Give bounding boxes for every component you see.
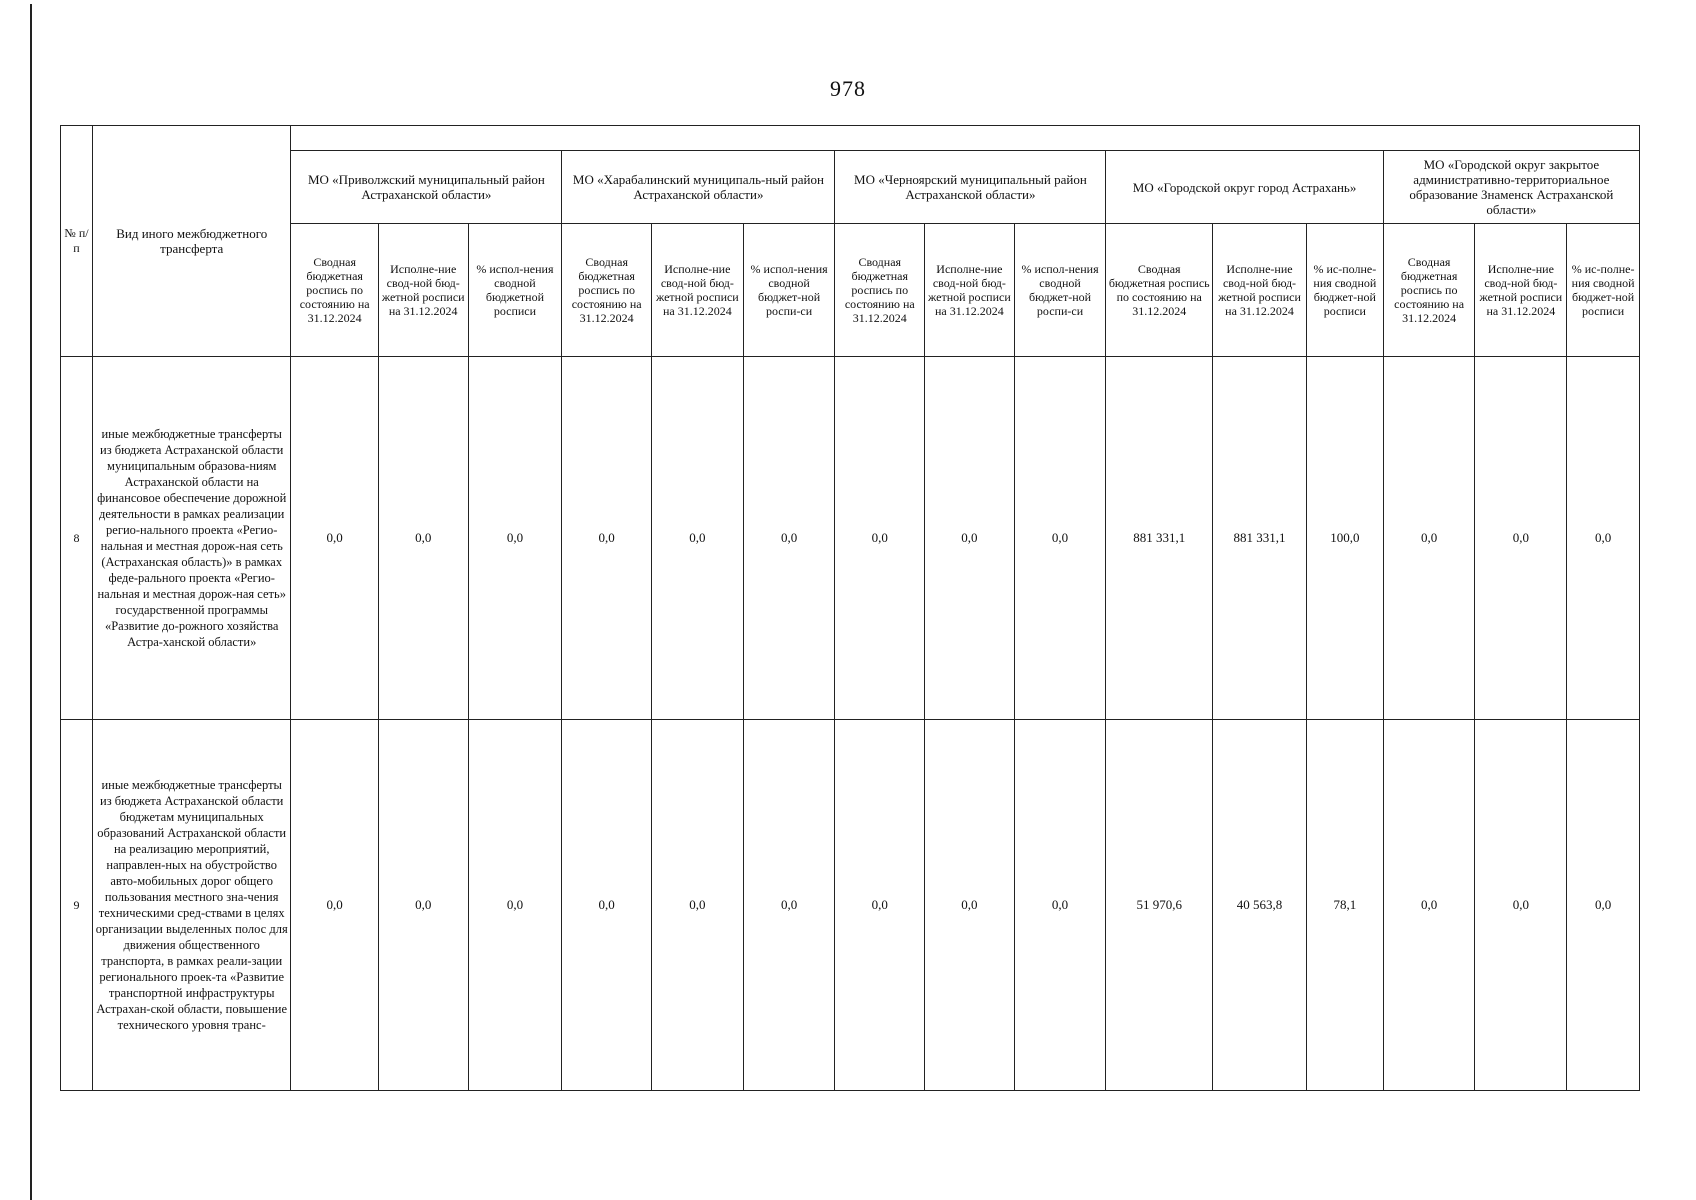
value-cell: 0,0 bbox=[1567, 357, 1640, 720]
subheader-budget-plan: Сводная бюджетная роспись по состоянию на 31.12.2024 bbox=[835, 224, 925, 357]
value-cell: 0,0 bbox=[1014, 357, 1106, 720]
value-cell: 0,0 bbox=[925, 720, 1015, 1091]
value-cell: 0,0 bbox=[743, 720, 835, 1091]
subheader-execution: Исполне-ние свод-ной бюд-жетной росписи на 31.12.2024 bbox=[925, 224, 1015, 357]
value-cell: 0,0 bbox=[1567, 720, 1640, 1091]
value-cell: 78,1 bbox=[1306, 720, 1383, 1091]
subheader-execution: Исполне-ние свод-ной бюд-жетной росписи на 31.12.2024 bbox=[1475, 224, 1567, 357]
page-number: 978 bbox=[830, 76, 866, 101]
value-cell: 0,0 bbox=[651, 720, 743, 1091]
budget-execution-table bbox=[60, 125, 1640, 1091]
value-cell: 881 331,1 bbox=[1106, 357, 1213, 720]
value-cell: 0,0 bbox=[468, 720, 562, 1091]
value-cell: 0,0 bbox=[468, 357, 562, 720]
subheader-budget-plan: Сводная бюджетная роспись по состоянию на 31.12.2024 bbox=[1106, 224, 1213, 357]
budget-table-sheet bbox=[60, 125, 1640, 1091]
value-cell: 0,0 bbox=[378, 720, 468, 1091]
table-row bbox=[61, 720, 1640, 1091]
row-number: 8 bbox=[61, 357, 93, 720]
subheader-percent: % ис-полне-ния сводной бюджет-ной росписи bbox=[1567, 224, 1640, 357]
municipality-header: МО «Городской округ закрытое административно-территориальное образование Знаменск Астраханской области» bbox=[1383, 151, 1639, 224]
municipality-header: МО «Черноярский муниципальный район Астраханской области» bbox=[835, 151, 1106, 224]
value-cell: 0,0 bbox=[1383, 357, 1475, 720]
value-cell: 0,0 bbox=[925, 357, 1015, 720]
header-top-spacer bbox=[291, 126, 1640, 151]
left-margin-line bbox=[30, 4, 32, 1200]
subheader-budget-plan: Сводная бюджетная роспись по состоянию на 31.12.2024 bbox=[291, 224, 378, 357]
header-transfer-type: Вид иного межбюджетного трансферта bbox=[93, 126, 291, 357]
subheader-budget-plan: Сводная бюджетная роспись по состоянию на 31.12.2024 bbox=[562, 224, 652, 357]
value-cell: 0,0 bbox=[378, 357, 468, 720]
value-cell: 0,0 bbox=[291, 357, 378, 720]
value-cell: 0,0 bbox=[743, 357, 835, 720]
value-cell: 0,0 bbox=[562, 720, 652, 1091]
header-row-number: № п/п bbox=[61, 126, 93, 357]
subheader-budget-plan: Сводная бюджетная роспись по состоянию на 31.12.2024 bbox=[1383, 224, 1475, 357]
transfer-description: иные межбюджетные трансферты из бюджета Астраханской области муниципальным образова-ниям Астраханской области на финансовое обеспечение дорожной деятельности в рамках реализации регио-нального проекта «Регио-нальная и местная дорож-ная сеть (Астраханская область)» в рамках феде-рального проекта «Регио-нальная и местная дорож-ная сеть» государственной программы «Развитие до-рожного хозяйства Астра-ханской области» bbox=[93, 357, 291, 720]
subheader-percent: % ис-полне-ния сводной бюджет-ной росписи bbox=[1306, 224, 1383, 357]
subheader-execution: Исполне-ние свод-ной бюд-жетной росписи на 31.12.2024 bbox=[1213, 224, 1307, 357]
value-cell: 0,0 bbox=[651, 357, 743, 720]
transfer-description: иные межбюджетные трансферты из бюджета Астраханской области бюджетам муниципальных образований Астраханской области на реализацию мероприятий, направлен-ных на обустройство авто-мобильных дорог общего пользования местного зна-чения техническими сред-ствами в целях организации выделенных полос для движения общественного транспорта, в рамках реали-зации регионального проек-та «Развитие транспортной инфраструктуры Астрахан-ской области, повышение технического уровня транс- bbox=[93, 720, 291, 1091]
subheader-percent: % испол-нения сводной бюджетной росписи bbox=[468, 224, 562, 357]
value-cell: 0,0 bbox=[1014, 720, 1106, 1091]
value-cell: 0,0 bbox=[1475, 357, 1567, 720]
value-cell: 0,0 bbox=[291, 720, 378, 1091]
value-cell: 100,0 bbox=[1306, 357, 1383, 720]
municipality-header: МО «Городской округ город Астрахань» bbox=[1106, 151, 1383, 224]
subheader-percent: % испол-нения сводной бюджет-ной роспи-си bbox=[743, 224, 835, 357]
value-cell: 51 970,6 bbox=[1106, 720, 1213, 1091]
value-cell: 881 331,1 bbox=[1213, 357, 1307, 720]
table-row bbox=[61, 357, 1640, 720]
row-number: 9 bbox=[61, 720, 93, 1091]
subheader-execution: Исполне-ние свод-ной бюд-жетной росписи на 31.12.2024 bbox=[378, 224, 468, 357]
value-cell: 0,0 bbox=[562, 357, 652, 720]
value-cell: 0,0 bbox=[835, 357, 925, 720]
value-cell: 0,0 bbox=[1383, 720, 1475, 1091]
value-cell: 0,0 bbox=[835, 720, 925, 1091]
value-cell: 40 563,8 bbox=[1213, 720, 1307, 1091]
subheader-execution: Исполне-ние свод-ной бюд-жетной росписи на 31.12.2024 bbox=[651, 224, 743, 357]
municipality-header: МО «Приволжский муниципальный район Астраханской области» bbox=[291, 151, 562, 224]
municipality-header: МО «Харабалинский муниципаль-ный район Астраханской области» bbox=[562, 151, 835, 224]
subheader-percent: % испол-нения сводной бюджет-ной роспи-си bbox=[1014, 224, 1106, 357]
value-cell: 0,0 bbox=[1475, 720, 1567, 1091]
